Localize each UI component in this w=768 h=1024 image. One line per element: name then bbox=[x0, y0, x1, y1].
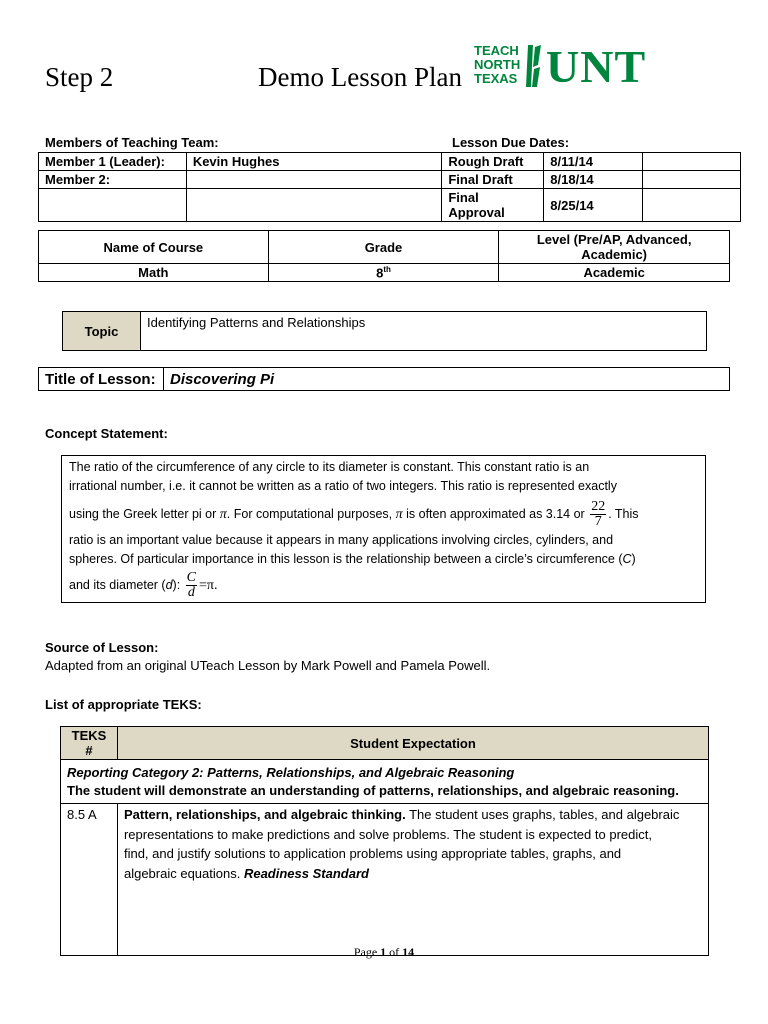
reporting-category bbox=[61, 760, 709, 804]
blank-cell bbox=[643, 189, 741, 222]
concept-line-2: irrational number, i.e. it cannot be written as a ratio of two integers. This ratio is represented exactly bbox=[69, 479, 617, 493]
student-expectation-header: Student Expectation bbox=[117, 727, 708, 760]
lesson-title-label: Title of Lesson: bbox=[39, 368, 164, 391]
concept-line-5 bbox=[69, 550, 698, 569]
member1-name: Kevin Hughes bbox=[186, 153, 442, 171]
page-total: 14 bbox=[402, 945, 415, 959]
final-draft-date: 8/18/14 bbox=[544, 171, 643, 189]
readiness-standard: Readiness Standard bbox=[243, 865, 369, 881]
page-number: 1 bbox=[380, 945, 387, 959]
member2-name bbox=[186, 171, 442, 189]
table-row bbox=[61, 727, 709, 760]
course-name: Math bbox=[39, 264, 269, 282]
rough-draft-label: Rough Draft bbox=[442, 153, 544, 171]
blank-cell bbox=[643, 171, 741, 189]
category-description: The student will demonstrate an understanding of patterns, relationships, and algebraic reasoning. bbox=[67, 782, 679, 798]
level-header: Level (Pre/AP, Advanced, Academic) bbox=[499, 231, 730, 264]
source-label: Source of Lesson: bbox=[45, 640, 159, 655]
teks-label: List of appropriate TEKS: bbox=[45, 697, 202, 712]
concept-line-1: The ratio of the circumference of any circle to its diameter is constant. This constant ratio is an bbox=[69, 460, 590, 474]
table-row bbox=[63, 312, 707, 351]
pi-symbol: π bbox=[395, 507, 403, 522]
concept-label: Concept Statement: bbox=[45, 426, 168, 441]
table-row bbox=[39, 264, 730, 282]
expectation-text: representations to make predictions and solve problems. The student is expected to predict, bbox=[123, 826, 652, 842]
variable-d: d bbox=[165, 578, 173, 592]
concept-text: using the Greek letter pi or bbox=[69, 507, 220, 521]
table-row bbox=[39, 189, 741, 222]
table-row bbox=[61, 804, 709, 956]
teks-expectation bbox=[117, 804, 708, 956]
source-text: Adapted from an original UTeach Lesson by Mark Powell and Pamela Powell. bbox=[45, 658, 491, 673]
pi-symbol: π bbox=[219, 507, 227, 522]
table-row bbox=[39, 171, 741, 189]
category-title: Reporting Category 2: Patterns, Relationships, and Algebraic Reasoning bbox=[67, 764, 515, 780]
grade-number: 8 bbox=[376, 265, 384, 281]
eagle-mark-icon bbox=[526, 45, 542, 87]
member3-role bbox=[39, 189, 187, 222]
due-dates-label: Lesson Due Dates: bbox=[452, 135, 570, 150]
fraction-c-over-d bbox=[186, 571, 197, 600]
fraction-denominator: 7 bbox=[594, 514, 602, 530]
course-name-header: Name of Course bbox=[39, 231, 269, 264]
table-row bbox=[61, 760, 709, 804]
concept-box bbox=[61, 455, 706, 603]
concept-text: is often approximated as 3.14 or bbox=[402, 507, 589, 521]
level-value: Academic bbox=[499, 264, 730, 282]
team-dates-table bbox=[38, 152, 741, 222]
topic-table bbox=[62, 311, 707, 351]
fraction-denominator: d bbox=[187, 585, 195, 601]
lesson-title-value: Discovering Pi bbox=[164, 368, 730, 391]
teks-table bbox=[60, 726, 709, 956]
rough-draft-date: 8/11/14 bbox=[544, 153, 643, 171]
member3-name bbox=[186, 189, 442, 222]
pi-equation: =π. bbox=[198, 578, 218, 593]
concept-text: ) bbox=[631, 552, 636, 566]
lesson-title-table bbox=[38, 367, 730, 391]
logo-unt: UNT bbox=[546, 41, 647, 92]
expectation-text: algebraic equations. bbox=[123, 865, 244, 881]
page-of: of bbox=[389, 945, 400, 959]
fraction-numerator: C bbox=[186, 570, 196, 586]
course-table bbox=[38, 230, 730, 282]
grade-header: Grade bbox=[268, 231, 499, 264]
unt-logo bbox=[474, 41, 670, 92]
fraction-22-7 bbox=[590, 500, 606, 529]
final-draft-label: Final Draft bbox=[442, 171, 544, 189]
topic-value: Identifying Patterns and Relationships bbox=[141, 312, 707, 351]
concept-line-6 bbox=[69, 569, 698, 602]
fraction-numerator: 22 bbox=[591, 499, 606, 515]
final-approval-label: Final Approval bbox=[442, 189, 544, 222]
table-row bbox=[39, 153, 741, 171]
table-row bbox=[39, 231, 730, 264]
page-label: Page bbox=[353, 945, 378, 959]
concept-line-3 bbox=[69, 496, 698, 533]
variable-c: C bbox=[622, 552, 632, 566]
step-label: Step 2 bbox=[45, 62, 114, 92]
member1-role: Member 1 (Leader): bbox=[39, 153, 187, 171]
blank-cell bbox=[643, 153, 741, 171]
concept-text: and its diameter ( bbox=[69, 578, 166, 592]
team-label: Members of Teaching Team: bbox=[45, 135, 219, 150]
concept-text: ): bbox=[172, 578, 184, 592]
member2-role: Member 2: bbox=[39, 171, 187, 189]
teks-number-header: TEKS # bbox=[61, 727, 118, 760]
topic-label: Topic bbox=[63, 312, 141, 351]
final-approval-date: 8/25/14 bbox=[544, 189, 643, 222]
concept-text: spheres. Of particular importance in this lesson is the relationship between a circle’s circumference ( bbox=[69, 552, 623, 566]
grade-suffix: th bbox=[383, 265, 391, 274]
teks-code: 8.5 A bbox=[61, 804, 118, 956]
logo-texas: TEXAS bbox=[474, 71, 518, 86]
doc-title: Demo Lesson Plan bbox=[258, 62, 462, 92]
grade-value bbox=[268, 264, 499, 282]
logo-north: NORTH bbox=[474, 57, 521, 72]
concept-text: . For computational purposes, bbox=[226, 507, 396, 521]
concept-text: . This bbox=[608, 507, 639, 521]
logo-teach: TEACH bbox=[474, 43, 519, 58]
expectation-text: The student uses graphs, tables, and algebraic bbox=[405, 807, 680, 822]
page-footer bbox=[0, 945, 768, 960]
expectation-lead: Pattern, relationships, and algebraic thinking. bbox=[123, 807, 406, 822]
table-row bbox=[39, 368, 730, 391]
concept-line-4: ratio is an important value because it appears in many applications involving circles, cylinders, and bbox=[69, 533, 614, 547]
expectation-text: find, and justify solutions to application problems using appropriate tables, graphs, and bbox=[123, 846, 622, 861]
